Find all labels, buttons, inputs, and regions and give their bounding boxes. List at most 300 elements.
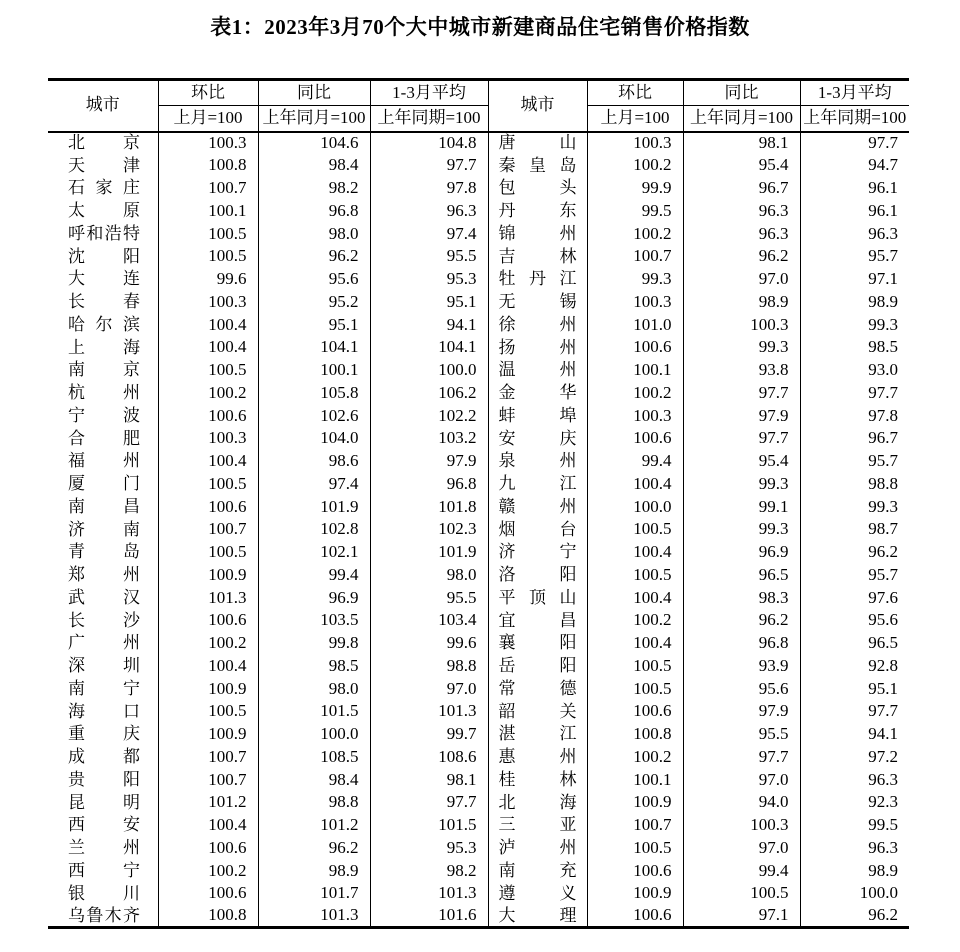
- city-cell-right: [488, 405, 587, 428]
- yoy-cell-left: 96.2: [258, 837, 370, 860]
- city-cell-left: [48, 860, 158, 883]
- header-avg-base-left: 上年同期=100: [370, 106, 488, 132]
- avg-cell-right: 95.7: [800, 450, 909, 473]
- city-cell-left: [48, 450, 158, 473]
- city-name-right: 大 理: [498, 905, 577, 925]
- city-name-right: 三 亚: [498, 815, 577, 835]
- yoy-cell-right: 100.3: [683, 314, 800, 337]
- city-cell-left: [48, 223, 158, 246]
- avg-cell-right: 96.7: [800, 427, 909, 450]
- table-row: [48, 632, 909, 655]
- city-name-right: 唐 山: [498, 133, 577, 153]
- yoy-cell-right: 97.7: [683, 382, 800, 405]
- mom-cell-left: 100.7: [158, 177, 258, 200]
- avg-cell-right: 93.0: [800, 359, 909, 382]
- yoy-cell-right: 97.1: [683, 905, 800, 928]
- city-cell-right: [488, 723, 587, 746]
- city-name-left: 武 汉: [68, 587, 140, 607]
- mom-cell-right: 100.8: [587, 723, 683, 746]
- yoy-cell-right: 98.3: [683, 587, 800, 610]
- table-row: [48, 291, 909, 314]
- avg-cell-left: 97.7: [370, 154, 488, 177]
- table-row: [48, 541, 909, 564]
- avg-cell-left: 95.3: [370, 837, 488, 860]
- yoy-cell-left: 105.8: [258, 382, 370, 405]
- city-name-left: 厦 门: [68, 474, 140, 494]
- city-cell-left: [48, 564, 158, 587]
- table-row: [48, 268, 909, 291]
- yoy-cell-right: 94.0: [683, 791, 800, 814]
- city-name-left: 沈 阳: [68, 246, 140, 266]
- city-cell-left: [48, 587, 158, 610]
- yoy-cell-right: 97.0: [683, 268, 800, 291]
- yoy-cell-right: 97.9: [683, 405, 800, 428]
- city-name-right: 九 江: [498, 474, 577, 494]
- city-cell-right: [488, 905, 587, 928]
- city-cell-left: [48, 678, 158, 701]
- city-cell-right: [488, 609, 587, 632]
- avg-cell-right: 96.5: [800, 632, 909, 655]
- city-cell-left: [48, 177, 158, 200]
- city-name-right: 包 头: [498, 178, 577, 198]
- yoy-cell-right: 96.7: [683, 177, 800, 200]
- city-name-right: 丹 东: [498, 201, 577, 221]
- mom-cell-right: 101.0: [587, 314, 683, 337]
- table-row: [48, 700, 909, 723]
- city-cell-right: [488, 655, 587, 678]
- avg-cell-right: 94.7: [800, 154, 909, 177]
- mom-cell-left: 100.3: [158, 132, 258, 155]
- yoy-cell-right: 99.1: [683, 496, 800, 519]
- city-cell-left: [48, 814, 158, 837]
- city-name-right: 常 德: [498, 678, 577, 698]
- table-row: [48, 882, 909, 905]
- city-name-left: 重 庆: [68, 724, 140, 744]
- city-name-left: 兰 州: [68, 838, 140, 858]
- yoy-cell-right: 93.8: [683, 359, 800, 382]
- city-name-right: 泉 州: [498, 451, 577, 471]
- avg-cell-left: 97.0: [370, 678, 488, 701]
- table-row: [48, 723, 909, 746]
- city-cell-right: [488, 223, 587, 246]
- yoy-cell-left: 101.3: [258, 905, 370, 928]
- header-yoy-base-right: 上年同月=100: [683, 106, 800, 132]
- city-cell-right: [488, 473, 587, 496]
- city-name-right: 烟 台: [498, 519, 577, 539]
- avg-cell-right: 97.7: [800, 700, 909, 723]
- table-row: [48, 837, 909, 860]
- avg-cell-left: 97.8: [370, 177, 488, 200]
- city-name-left: 南 宁: [68, 678, 140, 698]
- city-cell-left: [48, 882, 158, 905]
- avg-cell-right: 99.3: [800, 314, 909, 337]
- city-name-left: 青 岛: [68, 542, 140, 562]
- avg-cell-left: 97.4: [370, 223, 488, 246]
- city-cell-left: [48, 359, 158, 382]
- city-name-left: 银 川: [68, 883, 140, 903]
- avg-cell-left: 98.0: [370, 564, 488, 587]
- mom-cell-right: 100.2: [587, 223, 683, 246]
- city-cell-left: [48, 314, 158, 337]
- city-name-right: 宜 昌: [498, 610, 577, 630]
- city-name-left: 郑 州: [68, 565, 140, 585]
- mom-cell-left: 100.2: [158, 632, 258, 655]
- avg-cell-left: 96.8: [370, 473, 488, 496]
- header-avg-left: 1-3月平均: [370, 80, 488, 106]
- mom-cell-left: 100.8: [158, 154, 258, 177]
- avg-cell-right: 97.1: [800, 268, 909, 291]
- city-cell-right: [488, 814, 587, 837]
- avg-cell-left: 98.8: [370, 655, 488, 678]
- city-cell-right: [488, 359, 587, 382]
- mom-cell-right: 100.2: [587, 609, 683, 632]
- mom-cell-left: 100.4: [158, 450, 258, 473]
- yoy-cell-right: 96.9: [683, 541, 800, 564]
- avg-cell-left: 99.6: [370, 632, 488, 655]
- yoy-cell-right: 96.8: [683, 632, 800, 655]
- avg-cell-left: 106.2: [370, 382, 488, 405]
- mom-cell-left: 100.9: [158, 678, 258, 701]
- mom-cell-right: 100.3: [587, 291, 683, 314]
- mom-cell-left: 101.3: [158, 587, 258, 610]
- city-name-right: 锦 州: [498, 223, 577, 243]
- mom-cell-right: 99.9: [587, 177, 683, 200]
- city-cell-right: [488, 746, 587, 769]
- city-cell-left: [48, 905, 158, 928]
- table-row: [48, 382, 909, 405]
- mom-cell-right: 100.9: [587, 882, 683, 905]
- mom-cell-left: 100.1: [158, 200, 258, 223]
- mom-cell-left: 100.9: [158, 723, 258, 746]
- city-name-left: 合 肥: [68, 428, 140, 448]
- mom-cell-right: 100.4: [587, 541, 683, 564]
- avg-cell-right: 98.9: [800, 291, 909, 314]
- mom-cell-left: 100.8: [158, 905, 258, 928]
- yoy-cell-right: 97.0: [683, 837, 800, 860]
- city-name-left: 长 春: [68, 292, 140, 312]
- mom-cell-left: 100.9: [158, 564, 258, 587]
- table-row: [48, 359, 909, 382]
- city-name-right: 赣 州: [498, 496, 577, 516]
- table-row: [48, 496, 909, 519]
- city-cell-right: [488, 132, 587, 155]
- table-row: [48, 609, 909, 632]
- avg-cell-left: 98.1: [370, 769, 488, 792]
- yoy-cell-left: 102.1: [258, 541, 370, 564]
- mom-cell-left: 100.5: [158, 245, 258, 268]
- avg-cell-left: 103.2: [370, 427, 488, 450]
- mom-cell-left: 100.7: [158, 769, 258, 792]
- header-yoy-left: 同比: [258, 80, 370, 106]
- price-index-table: [48, 78, 909, 929]
- city-name-left: 济 南: [68, 519, 140, 539]
- yoy-cell-right: 98.1: [683, 132, 800, 155]
- yoy-cell-right: 95.4: [683, 154, 800, 177]
- header-yoy-base-left: 上年同月=100: [258, 106, 370, 132]
- yoy-cell-right: 96.3: [683, 223, 800, 246]
- mom-cell-left: 100.2: [158, 860, 258, 883]
- table-row: [48, 450, 909, 473]
- mom-cell-left: 100.6: [158, 882, 258, 905]
- avg-cell-right: 94.1: [800, 723, 909, 746]
- avg-cell-right: 99.3: [800, 496, 909, 519]
- city-cell-right: [488, 496, 587, 519]
- city-cell-right: [488, 541, 587, 564]
- mom-cell-left: 100.4: [158, 814, 258, 837]
- city-cell-left: [48, 700, 158, 723]
- mom-cell-right: 100.5: [587, 564, 683, 587]
- city-name-left: 深 圳: [68, 656, 140, 676]
- avg-cell-right: 98.5: [800, 336, 909, 359]
- yoy-cell-left: 96.9: [258, 587, 370, 610]
- avg-cell-right: 97.7: [800, 382, 909, 405]
- mom-cell-left: 100.2: [158, 382, 258, 405]
- city-name-right: 泸 州: [498, 838, 577, 858]
- mom-cell-right: 100.6: [587, 336, 683, 359]
- yoy-cell-right: 97.0: [683, 769, 800, 792]
- city-cell-right: [488, 450, 587, 473]
- city-cell-right: [488, 837, 587, 860]
- mom-cell-left: 100.5: [158, 700, 258, 723]
- avg-cell-left: 101.8: [370, 496, 488, 519]
- city-cell-left: [48, 473, 158, 496]
- table-row: [48, 905, 909, 928]
- city-name-right: 无 锡: [498, 292, 577, 312]
- city-name-right: 秦 皇 岛: [498, 155, 577, 175]
- yoy-cell-left: 96.2: [258, 245, 370, 268]
- mom-cell-right: 100.6: [587, 427, 683, 450]
- mom-cell-right: 99.4: [587, 450, 683, 473]
- mom-cell-left: 100.3: [158, 291, 258, 314]
- mom-cell-right: 100.7: [587, 814, 683, 837]
- avg-cell-right: 97.2: [800, 746, 909, 769]
- mom-cell-left: 100.5: [158, 223, 258, 246]
- city-name-left: 西 宁: [68, 860, 140, 880]
- yoy-cell-left: 104.6: [258, 132, 370, 155]
- city-cell-right: [488, 336, 587, 359]
- avg-cell-right: 96.2: [800, 905, 909, 928]
- mom-cell-right: 100.3: [587, 405, 683, 428]
- yoy-cell-right: 96.5: [683, 564, 800, 587]
- table-row: [48, 860, 909, 883]
- yoy-cell-left: 102.8: [258, 518, 370, 541]
- mom-cell-left: 100.6: [158, 609, 258, 632]
- city-cell-left: [48, 655, 158, 678]
- yoy-cell-left: 101.9: [258, 496, 370, 519]
- yoy-cell-right: 95.4: [683, 450, 800, 473]
- yoy-cell-right: 99.4: [683, 860, 800, 883]
- mom-cell-right: 99.3: [587, 268, 683, 291]
- header-row-base: [48, 106, 909, 132]
- city-cell-right: [488, 382, 587, 405]
- yoy-cell-left: 100.1: [258, 359, 370, 382]
- header-mom-right: 环比: [587, 80, 683, 106]
- header-yoy-right: 同比: [683, 80, 800, 106]
- table-row: [48, 154, 909, 177]
- city-name-right: 洛 阳: [498, 565, 577, 585]
- table-row: [48, 564, 909, 587]
- avg-cell-right: 97.6: [800, 587, 909, 610]
- header-avg-base-right: 上年同期=100: [800, 106, 909, 132]
- avg-cell-left: 98.2: [370, 860, 488, 883]
- city-cell-left: [48, 769, 158, 792]
- city-cell-right: [488, 314, 587, 337]
- city-name-left: 贵 阳: [68, 769, 140, 789]
- city-name-left: 长 沙: [68, 610, 140, 630]
- avg-cell-left: 97.9: [370, 450, 488, 473]
- table-row: [48, 223, 909, 246]
- city-cell-left: [48, 427, 158, 450]
- city-name-right: 吉 林: [498, 246, 577, 266]
- avg-cell-left: 99.7: [370, 723, 488, 746]
- avg-cell-left: 95.5: [370, 587, 488, 610]
- table-row: [48, 132, 909, 155]
- city-name-right: 襄 阳: [498, 633, 577, 653]
- city-cell-right: [488, 291, 587, 314]
- city-name-right: 南 充: [498, 860, 577, 880]
- mom-cell-right: 100.4: [587, 632, 683, 655]
- city-cell-right: [488, 245, 587, 268]
- city-name-right: 扬 州: [498, 337, 577, 357]
- mom-cell-left: 101.2: [158, 791, 258, 814]
- mom-cell-right: 100.1: [587, 769, 683, 792]
- mom-cell-right: 99.5: [587, 200, 683, 223]
- avg-cell-right: 96.1: [800, 200, 909, 223]
- avg-cell-right: 95.7: [800, 245, 909, 268]
- avg-cell-right: 95.7: [800, 564, 909, 587]
- city-name-right: 北 海: [498, 792, 577, 812]
- city-name-left: 南 京: [68, 360, 140, 380]
- avg-cell-left: 103.4: [370, 609, 488, 632]
- avg-cell-right: 98.8: [800, 473, 909, 496]
- mom-cell-left: 100.4: [158, 336, 258, 359]
- avg-cell-right: 98.7: [800, 518, 909, 541]
- avg-cell-right: 92.8: [800, 655, 909, 678]
- header-row-groups: [48, 80, 909, 106]
- yoy-cell-left: 98.4: [258, 769, 370, 792]
- mom-cell-left: 100.4: [158, 314, 258, 337]
- city-name-left: 呼 和 浩 特: [68, 223, 140, 243]
- avg-cell-right: 92.3: [800, 791, 909, 814]
- table-row: [48, 769, 909, 792]
- yoy-cell-left: 98.0: [258, 678, 370, 701]
- yoy-cell-left: 98.5: [258, 655, 370, 678]
- avg-cell-left: 101.3: [370, 882, 488, 905]
- avg-cell-left: 101.6: [370, 905, 488, 928]
- table-row: [48, 587, 909, 610]
- mom-cell-right: 100.9: [587, 791, 683, 814]
- yoy-cell-left: 99.4: [258, 564, 370, 587]
- city-name-left: 太 原: [68, 201, 140, 221]
- yoy-cell-left: 103.5: [258, 609, 370, 632]
- yoy-cell-right: 99.3: [683, 518, 800, 541]
- mom-cell-left: 100.6: [158, 405, 258, 428]
- avg-cell-right: 96.3: [800, 223, 909, 246]
- avg-cell-right: 96.1: [800, 177, 909, 200]
- avg-cell-left: 104.1: [370, 336, 488, 359]
- city-cell-left: [48, 609, 158, 632]
- yoy-cell-right: 98.9: [683, 291, 800, 314]
- avg-cell-right: 99.5: [800, 814, 909, 837]
- yoy-cell-left: 98.2: [258, 177, 370, 200]
- city-cell-left: [48, 496, 158, 519]
- table-title: 表1：2023年3月70个大中城市新建商品住宅销售价格指数: [210, 15, 750, 39]
- yoy-cell-right: 93.9: [683, 655, 800, 678]
- city-cell-left: [48, 837, 158, 860]
- avg-cell-left: 95.5: [370, 245, 488, 268]
- yoy-cell-left: 98.8: [258, 791, 370, 814]
- city-name-left: 昆 明: [68, 792, 140, 812]
- avg-cell-right: 96.3: [800, 837, 909, 860]
- city-name-left: 宁 波: [68, 405, 140, 425]
- yoy-cell-right: 97.7: [683, 746, 800, 769]
- mom-cell-left: 100.5: [158, 473, 258, 496]
- table-row: [48, 678, 909, 701]
- mom-cell-right: 100.5: [587, 518, 683, 541]
- yoy-cell-right: 100.3: [683, 814, 800, 837]
- avg-cell-left: 95.3: [370, 268, 488, 291]
- city-name-right: 牡 丹 江: [498, 269, 577, 289]
- city-cell-left: [48, 245, 158, 268]
- city-name-right: 遵 义: [498, 883, 577, 903]
- mom-cell-left: 100.6: [158, 837, 258, 860]
- table-row: [48, 518, 909, 541]
- city-cell-left: [48, 382, 158, 405]
- city-name-left: 大 连: [68, 269, 140, 289]
- header-city-right: 城市: [488, 80, 587, 132]
- table-row: [48, 245, 909, 268]
- table-row: [48, 405, 909, 428]
- city-cell-right: [488, 678, 587, 701]
- city-cell-left: [48, 632, 158, 655]
- yoy-cell-left: 104.0: [258, 427, 370, 450]
- avg-cell-right: 98.9: [800, 860, 909, 883]
- city-cell-right: [488, 564, 587, 587]
- city-name-left: 石 家 庄: [68, 178, 140, 198]
- city-name-left: 北 京: [68, 133, 140, 153]
- avg-cell-right: 100.0: [800, 882, 909, 905]
- city-name-right: 安 庆: [498, 428, 577, 448]
- city-name-right: 温 州: [498, 360, 577, 380]
- city-name-right: 桂 林: [498, 769, 577, 789]
- table-row: [48, 746, 909, 769]
- avg-cell-right: 97.8: [800, 405, 909, 428]
- yoy-cell-right: 96.2: [683, 609, 800, 632]
- yoy-cell-left: 96.8: [258, 200, 370, 223]
- yoy-cell-left: 101.5: [258, 700, 370, 723]
- city-cell-left: [48, 336, 158, 359]
- city-cell-left: [48, 200, 158, 223]
- mom-cell-right: 100.4: [587, 473, 683, 496]
- yoy-cell-left: 98.9: [258, 860, 370, 883]
- header-mom-left: 环比: [158, 80, 258, 106]
- mom-cell-right: 100.5: [587, 837, 683, 860]
- table-row: [48, 814, 909, 837]
- city-cell-right: [488, 860, 587, 883]
- avg-cell-left: 102.3: [370, 518, 488, 541]
- city-name-right: 湛 江: [498, 724, 577, 744]
- city-name-right: 平 顶 山: [498, 587, 577, 607]
- city-name-left: 乌 鲁 木 齐: [68, 905, 140, 925]
- yoy-cell-right: 100.5: [683, 882, 800, 905]
- mom-cell-left: 100.6: [158, 496, 258, 519]
- city-name-left: 上 海: [68, 337, 140, 357]
- yoy-cell-right: 99.3: [683, 473, 800, 496]
- table-row: [48, 655, 909, 678]
- avg-cell-left: 100.0: [370, 359, 488, 382]
- mom-cell-left: 100.7: [158, 746, 258, 769]
- city-name-right: 岳 阳: [498, 656, 577, 676]
